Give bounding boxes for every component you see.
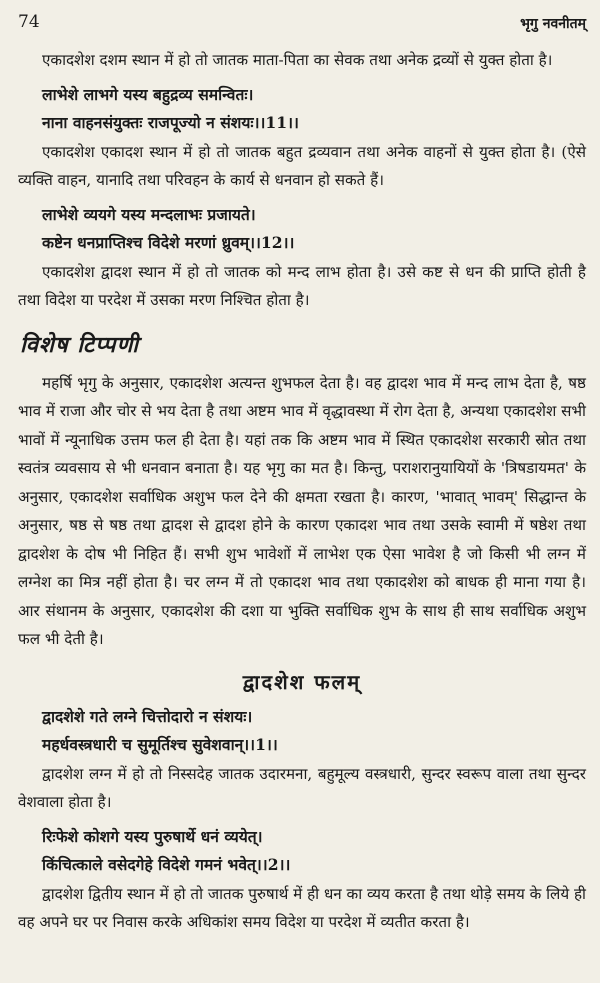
paragraph-12th-house: एकादशेश द्वादश स्थान में हो तो जातक को मन्द लाभ होता है। उसे कष्ट से धन की प्राप्ति होती है तथा विदेश या परदेश में उसका मरण निश्चित होता है। [18, 262, 586, 309]
section-heading-dwadashesh-phalam: द्वादशेश फलम् [242, 669, 362, 694]
shloka-2-line-1: रिःफेशे कोशगे यस्य पुरुषार्थे धनं व्ययेत्। [42, 826, 263, 846]
page-number: 74 [18, 12, 40, 32]
running-title: भृगु नवनीतम् [520, 16, 586, 32]
shloka-12-line-2: कष्टेन धनप्राप्तिश्च विदेशे मरणां ध्रुवम्।।12।। [42, 233, 295, 252]
paragraph-11th-house: एकादशेश एकादश स्थान में हो तो जातक बहुत द्रव्यवान तथा अनेक वाहनों से युक्त होता है। (ऐसे व्यक्ति वाहन, यानादि तथा परिवहन के कार्य से धनवान हो सकते हैं। [18, 142, 586, 189]
section-heading-special-note: विशेष टिप्पणी [20, 331, 139, 358]
shloka-11-line-2: नाना वाहनसंयुक्तः राजपूज्यो न संशयः।।11।। [42, 113, 299, 132]
shloka-1-line-2: महर्धवस्त्रधारी च सुमूर्तिश्च सुवेशवान्।।1।। [42, 735, 278, 754]
paragraph-10th-house: एकादशेश दशम स्थान में हो तो जातक माता-पिता का सेवक तथा अनेक द्रव्यों से युक्त होता है। [42, 51, 553, 69]
page-header [18, 0, 586, 46]
shloka-1-line-1: द्वादशेशे गते लग्ने चित्तोदारो न संशयः। [42, 706, 253, 726]
paragraph-second-house: द्वादशेश द्वितीय स्थान में हो तो जातक पुरुषार्थ में ही धन का व्यय करता है तथा थोड़े समय के लिये ही वह अपने घर पर निवास करके अधिकांश समय विदेश या परदेश में व्यतीत करता है। [18, 884, 586, 931]
shloka-11-line-1: लाभेशे लाभगे यस्य बहुद्रव्य समन्वितः। [42, 84, 254, 104]
paragraph-special-note: महर्षि भृगु के अनुसार, एकादशेश अत्यन्त शुभफल देता है। वह द्वादश भाव में मन्द लाभ देता है, षष्ठ भाव में राजा और चोर से भय देता है तथा अष्टम भाव में वृद्धावस्था में रोग देता है, अन्यथा एकादशेश सभी भावों में न्यूनाधिक उत्तम फल ही देता है। यहां तक कि अष्टम भाव में स्थित एकादशेश सरकारी स्रोत तथा स्वतंत्र व्यवसाय से भी धनवान बनाता है। यह भृगु का मत है। किन्तु, पराशरानुयायियों के 'त्रिषडायमत' के अनुसार, एकादशेश सर्वाधिक अशुभ फल देने की क्षमता रखता है। कारण, 'भावात् भावम्' सिद्धान्त के अनुसार, षष्ठ से षष्ठ तथा द्वादश से द्वादश होने के कारण एकादश भाव तथा उसके स्वामी में षष्ठेश तथा द्वादशेश के दोष भी निहित हैं। सभी शुभ भावेशों में लाभेश एक ऐसा भावेश है जो किसी भी लग्न में लग्नेश का मित्र नहीं होता है। चर लग्न में तो एकादश भाव तथा एकादशेश को बाधक ही माना गया है। आर संथानम के अनुसार, एकादशेश की दशा या भुक्ति सर्वाधिक शुभ के साथ ही साथ सर्वाधिक अशुभ फल भी देती है। [18, 373, 586, 648]
shloka-12-line-1: लाभेशे व्ययगे यस्य मन्दलाभः प्रजायते। [42, 204, 256, 224]
paragraph-lagna: द्वादशेश लग्न में हो तो निस्सदेह जातक उदारमना, बहुमूल्य वस्त्रधारी, सुन्दर स्वरूप वाला तथा सुन्दर वेशवाला होता है। [18, 764, 586, 811]
shloka-2-line-2: किंचित्काले वसेदगेहे विदेशे गमनं भवेत्।।2।। [42, 855, 291, 874]
